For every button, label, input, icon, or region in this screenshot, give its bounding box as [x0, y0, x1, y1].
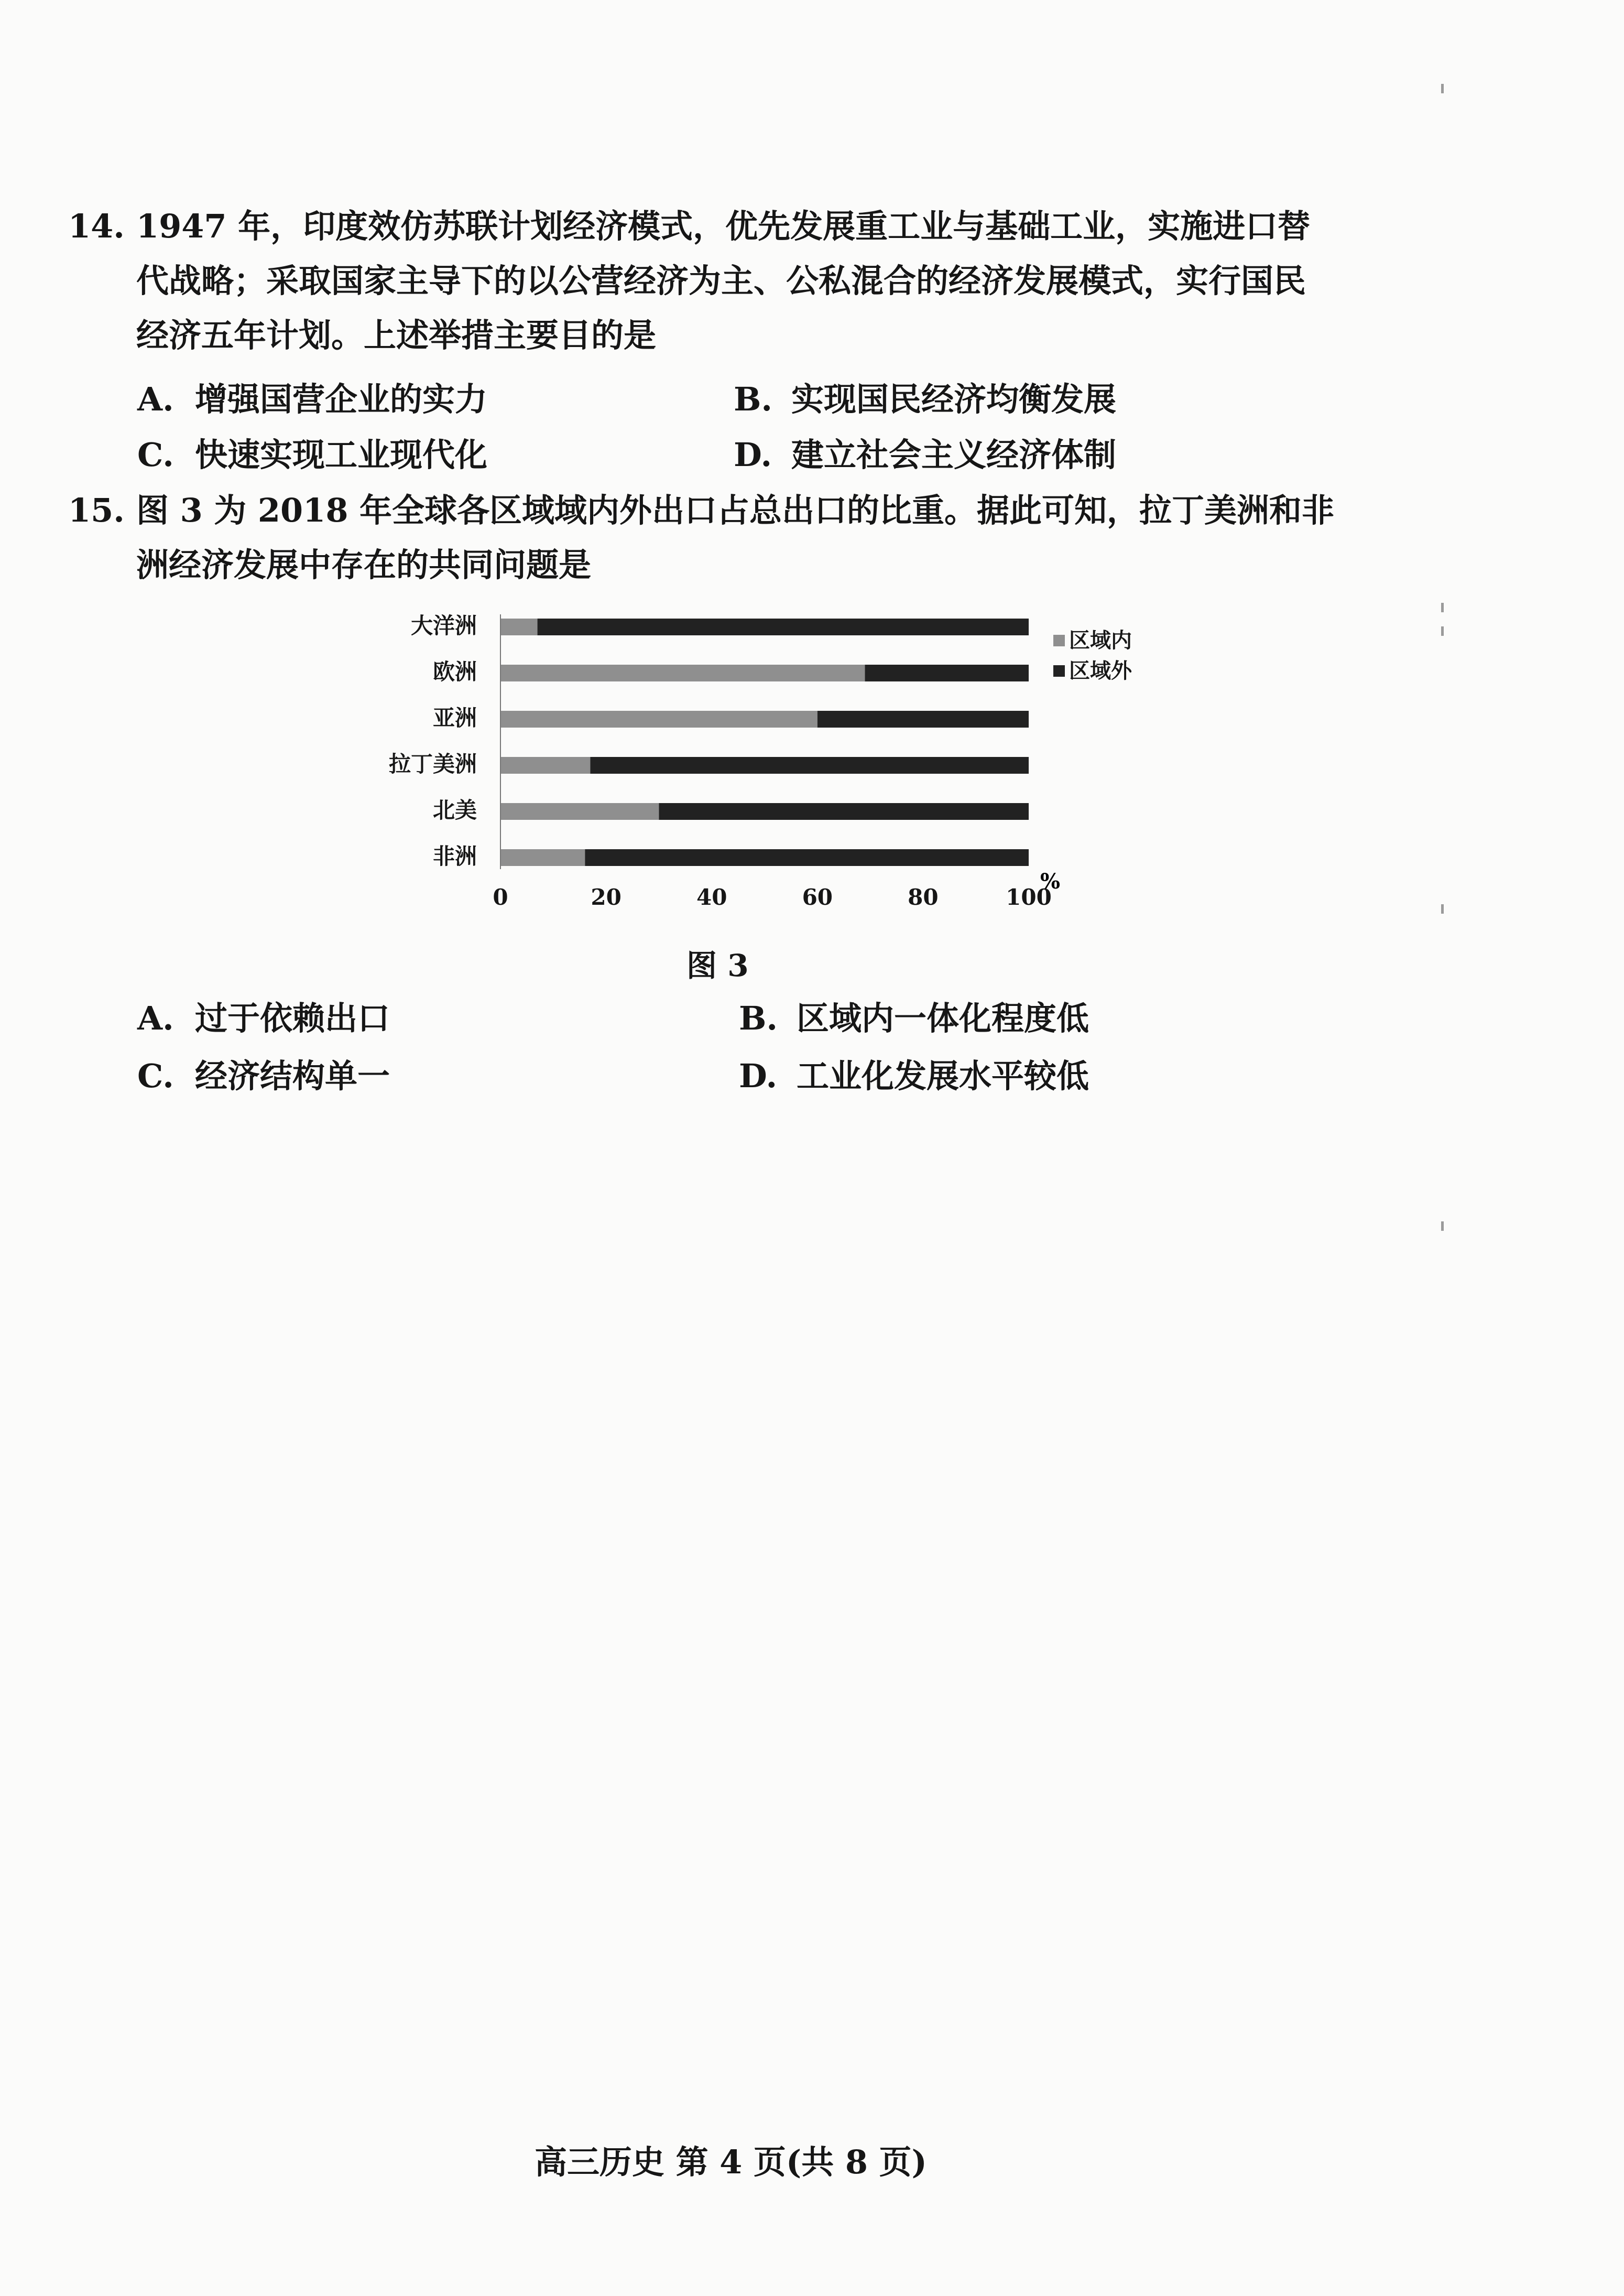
option-letter: D. [739, 1057, 778, 1095]
category-label: 非洲 [432, 843, 477, 869]
bar-intra-3 [500, 757, 590, 774]
bar-intra-5 [500, 849, 585, 866]
chart-legend [1053, 628, 1132, 683]
legend-swatch [1053, 635, 1065, 646]
q15-option-a [137, 992, 390, 1039]
option-text: 快速实现工业现代化 [195, 436, 488, 474]
bar-extra-2 [818, 711, 1029, 728]
scan-speck [1441, 1221, 1444, 1231]
chart-bars [500, 619, 1029, 866]
question-14-line-2: 代战略；采取国家主导下的以公营经济为主、公私混合的经济发展模式，实行国民 [136, 262, 1306, 300]
bar-intra-1 [500, 665, 865, 681]
figure-caption: 图 3 [686, 948, 749, 983]
question-15-number: 15. [68, 491, 125, 529]
option-letter: A. [137, 999, 174, 1037]
bar-intra-4 [500, 803, 659, 820]
option-text: 工业化发展水平较低 [797, 1057, 1089, 1095]
question-15 [68, 483, 1357, 599]
option-text: 建立社会主义经济体制 [791, 436, 1117, 474]
question-14-number: 14. [68, 207, 125, 245]
option-letter: B. [739, 999, 778, 1037]
option-text: 经济结构单一 [195, 1057, 390, 1095]
option-letter: C. [137, 1057, 174, 1095]
question-15-line-2: 洲经济发展中存在的共同问题是 [136, 546, 592, 584]
x-tick-label: 100 [1006, 884, 1052, 910]
bar-extra-3 [590, 757, 1029, 774]
legend-label: 区域内 [1069, 628, 1132, 653]
legend-label: 区域外 [1069, 658, 1132, 683]
scan-speck [1441, 904, 1444, 914]
question-14-line-3: 经济五年计划。上述举措主要目的是 [136, 316, 657, 354]
bar-extra-4 [659, 803, 1029, 820]
x-tick-label: 20 [591, 884, 622, 910]
page-footer: 高三历史 第 4 页(共 8 页) [535, 2143, 927, 2181]
bar-intra-0 [500, 619, 538, 635]
bar-extra-0 [538, 619, 1029, 635]
question-14-line-1: 1947 年，印度效仿苏联计划经济模式，优先发展重工业与基础工业，实施进口替 [136, 207, 1311, 245]
option-text: 区域内一体化程度低 [797, 999, 1089, 1037]
category-label: 拉丁美洲 [388, 751, 477, 777]
option-letter: D. [734, 436, 772, 474]
bar-extra-1 [865, 665, 1029, 681]
question-14 [68, 199, 1357, 372]
scan-speck [1441, 603, 1444, 612]
bar-intra-2 [500, 711, 818, 728]
legend-swatch [1053, 665, 1065, 677]
x-tick-label: 80 [908, 884, 939, 910]
q15-option-c [137, 1050, 390, 1097]
q14-option-d [734, 429, 1116, 475]
x-tick-label: 0 [493, 884, 508, 910]
scan-speck [1441, 84, 1444, 93]
option-text: 实现国民经济均衡发展 [791, 380, 1117, 418]
x-tick-label: 40 [696, 884, 727, 910]
category-label: 大洋洲 [410, 613, 477, 638]
q14-option-c [137, 429, 487, 475]
category-label: 北美 [432, 797, 477, 823]
option-letter: B. [734, 380, 772, 418]
chart-category-labels [389, 613, 477, 869]
q14-option-a [137, 373, 487, 420]
bar-extra-5 [585, 849, 1029, 866]
scan-speck [1441, 626, 1444, 636]
export-share-chart [367, 598, 1184, 923]
category-label: 欧洲 [432, 659, 477, 685]
q14-option-b [734, 373, 1116, 420]
x-tick-label: 60 [802, 884, 833, 910]
q15-option-d [739, 1050, 1089, 1097]
q15-option-b [739, 992, 1089, 1039]
question-15-line-1: 图 3 为 2018 年全球各区域域内外出口占总出口的比重。据此可知，拉丁美洲和非 [136, 491, 1335, 529]
option-text: 过于依赖出口 [195, 999, 390, 1037]
category-label: 亚洲 [432, 705, 477, 731]
option-letter: A. [137, 380, 174, 418]
option-letter: C. [137, 436, 174, 474]
x-unit-label: % [1040, 869, 1061, 894]
option-text: 增强国营企业的实力 [195, 380, 488, 418]
